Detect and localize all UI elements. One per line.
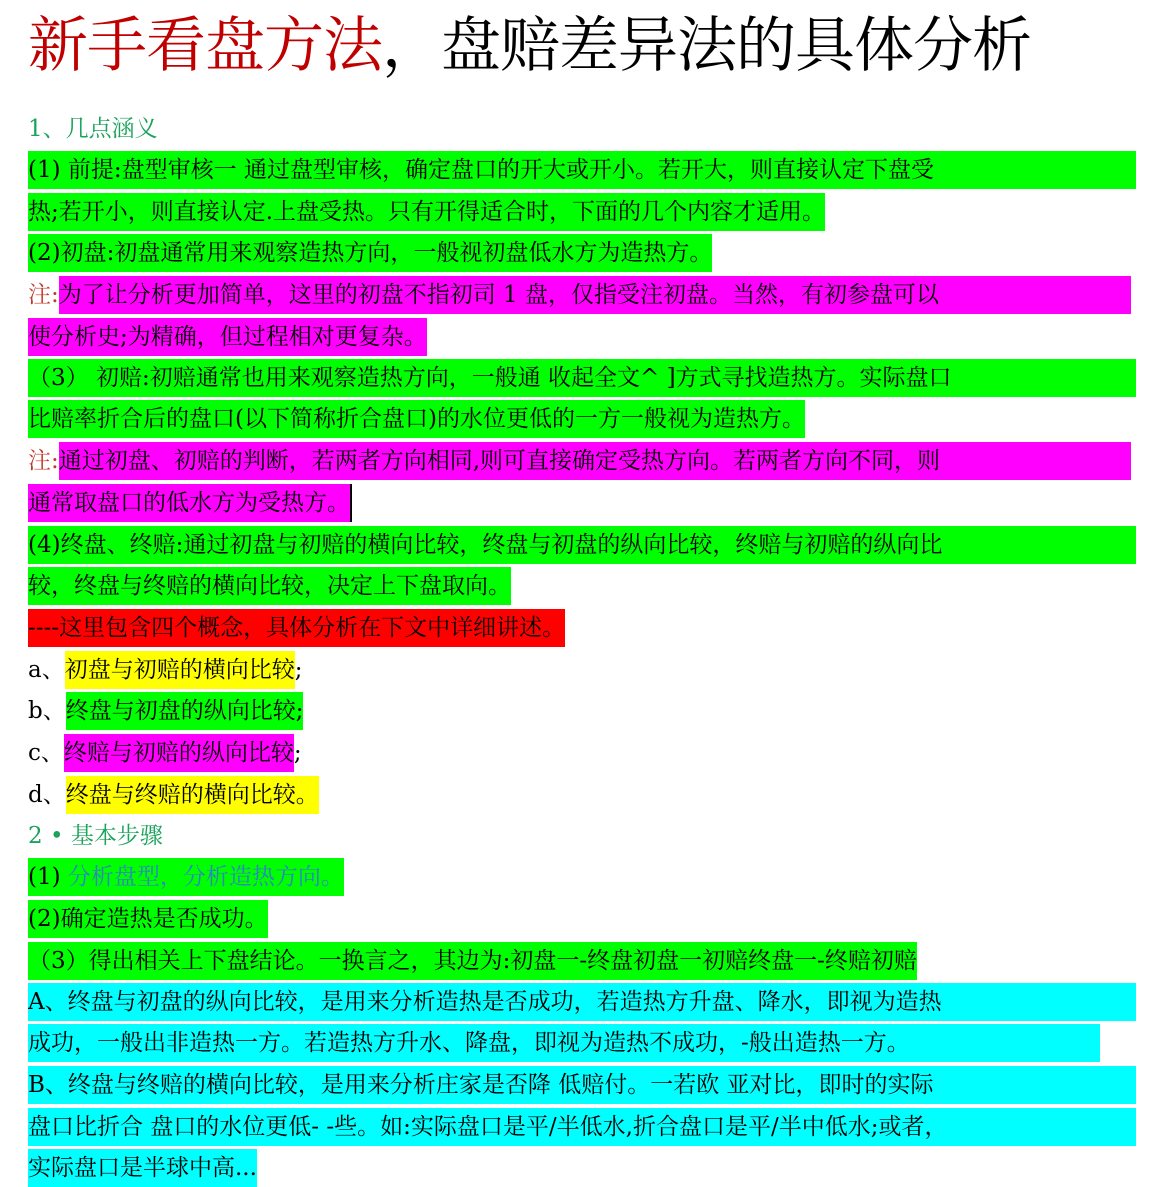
section1-heading: 1、几点涵义 [28,116,158,142]
list-item: b、终盘与初盘的纵向比较; [28,692,303,730]
step1-line: (1) 分析盘型，分析造热方向。 [28,858,344,896]
B-line1: B、终盘与终赔的横向比较，是用来分析庄家是否降 低赔付。一若欧 亚对比，即时的实际 [28,1066,1136,1104]
page-title [28,8,1158,84]
A-line1: A、终盘与初盘的纵向比较，是用来分析造热是否成功，若造热方升盘、降水，即视为造热 [28,983,1136,1021]
p1-line1: (1) 前提:盘型审核一 通过盘型审核，确定盘口的开大或开小。若开大，则直接认定下盘受 [28,151,1136,189]
p3-line1: （3） 初赔:初赔通常也用来观察造热方向，一般通 收起全文^ ]方式寻找造热方。实际盘口 [28,359,1136,397]
note1-line2: 使分析史;为精确，但过程相对更复杂。 [28,318,427,356]
title-part2: ，盘赔差异法的具体分析 [382,11,1031,81]
item-c-text: 终赔与初赔的纵向比较 [64,734,294,772]
section2-heading: 2 • 基本步骤 [28,823,163,849]
item-a-text: 初盘与初赔的横向比较 [65,651,295,689]
note1-label: 注: [28,282,59,308]
p3-line2: 比赔率折合后的盘口(以下简称折合盘口)的水位更低的一方一般视为造热方。 [28,400,805,438]
p4-line2: 较，终盘与终赔的横向比较，决定上下盘取向。 [28,567,511,605]
item-b-text: 终盘与初盘的纵向比较; [66,692,304,730]
note2-label: 注: [28,448,59,474]
p2-line: (2)初盘:初盘通常用来观察造热方向，一般视初盘低水方为造热方。 [28,234,712,272]
step2-line: (2)确定造热是否成功。 [28,900,268,938]
list-item: c、终赔与初赔的纵向比较; [28,734,302,772]
step3-line: （3）得出相关上下盘结论。一换言之，其边为:初盘一-终盘初盘一初赔终盘一-终赔初赔 [28,942,917,980]
title-part1: 新手看盘方法 [28,11,382,81]
B-line3: 实际盘口是半球中高... [28,1149,257,1187]
A-line2: 成功，一般出非造热一方。若造热方升水、降盘，即视为造热不成功，-般出造热一方。 [28,1024,1100,1062]
note2-line2: 通常取盘口的低水方为受热方。 [28,484,352,522]
note2-line1: 通过初盘、初赔的判断，若两者方向相同,则可直接确定受热方向。若两者方向不同，则 [59,442,1131,480]
p4-line1: (4)终盘、终赔:通过初盘与初赔的横向比较，终盘与初盘的纵向比较，终赔与初赔的纵向比 [28,526,1136,564]
p1-line2: 热;若开小，则直接认定.上盘受热。只有开得适合时，下面的几个内容才适用。 [28,193,825,231]
item-d-text: 终盘与终赔的横向比较。 [66,776,319,814]
red-highlight-line: ----这里包含四个概念，具体分析在下文中详细讲述。 [28,609,565,647]
list-item: a、初盘与初赔的横向比较; [28,651,302,689]
B-line2: 盘口比折合 盘口的水位更低- -些。如:实际盘口是平/半低水,折合盘口是平/半中低水;或者， [28,1108,1136,1146]
note1-line1: 为了让分析更加简单，这里的初盘不指初司 1 盘，仅指受注初盘。当然，有初参盘可以 [59,276,1131,314]
list-item: d、终盘与终赔的横向比较。 [28,776,319,814]
